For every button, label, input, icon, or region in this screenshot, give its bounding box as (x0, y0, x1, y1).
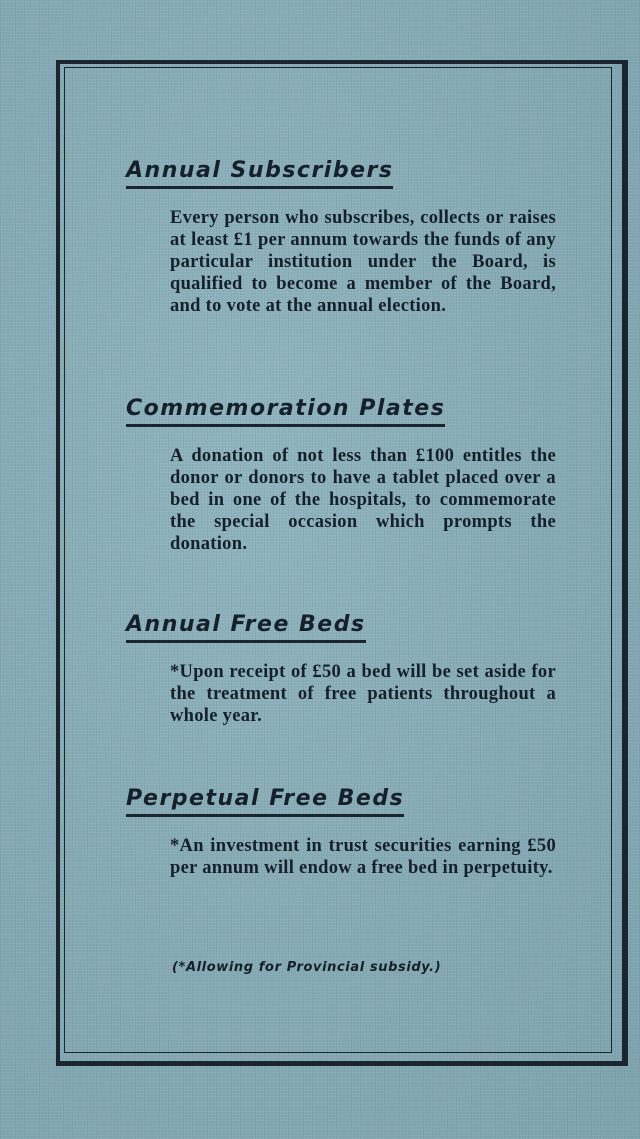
section-body: A donation of not less than £100 entitles the donor or donors to have a tablet placed over a bed in one of the hospitals, to commemorate the special occasion which prompts the donation. (170, 446, 556, 554)
section-annual-free-beds (126, 612, 566, 727)
section-heading: Commemoration Plates (126, 396, 445, 427)
section-heading: Perpetual Free Beds (126, 786, 404, 817)
section-body: *Upon receipt of £50 a bed will be set aside for the treatment of free patients throughout a whole year. (170, 662, 556, 726)
section-annual-subscribers (126, 158, 566, 317)
footnote: (*Allowing for Provincial subsidy.) (172, 960, 442, 975)
section-body: *An investment in trust securities earning £50 per annum will endow a free bed in perpetuity. (170, 836, 556, 878)
section-perpetual-free-beds (126, 786, 566, 879)
section-commemoration-plates (126, 396, 566, 555)
section-body: Every person who subscribes, collects or raises at least £1 per annum towards the funds of any particular institution under the Board, is qualified to become a member of the Board, and to vote at the annual election. (170, 208, 556, 316)
section-heading: Annual Subscribers (126, 158, 393, 189)
section-heading: Annual Free Beds (126, 612, 366, 643)
